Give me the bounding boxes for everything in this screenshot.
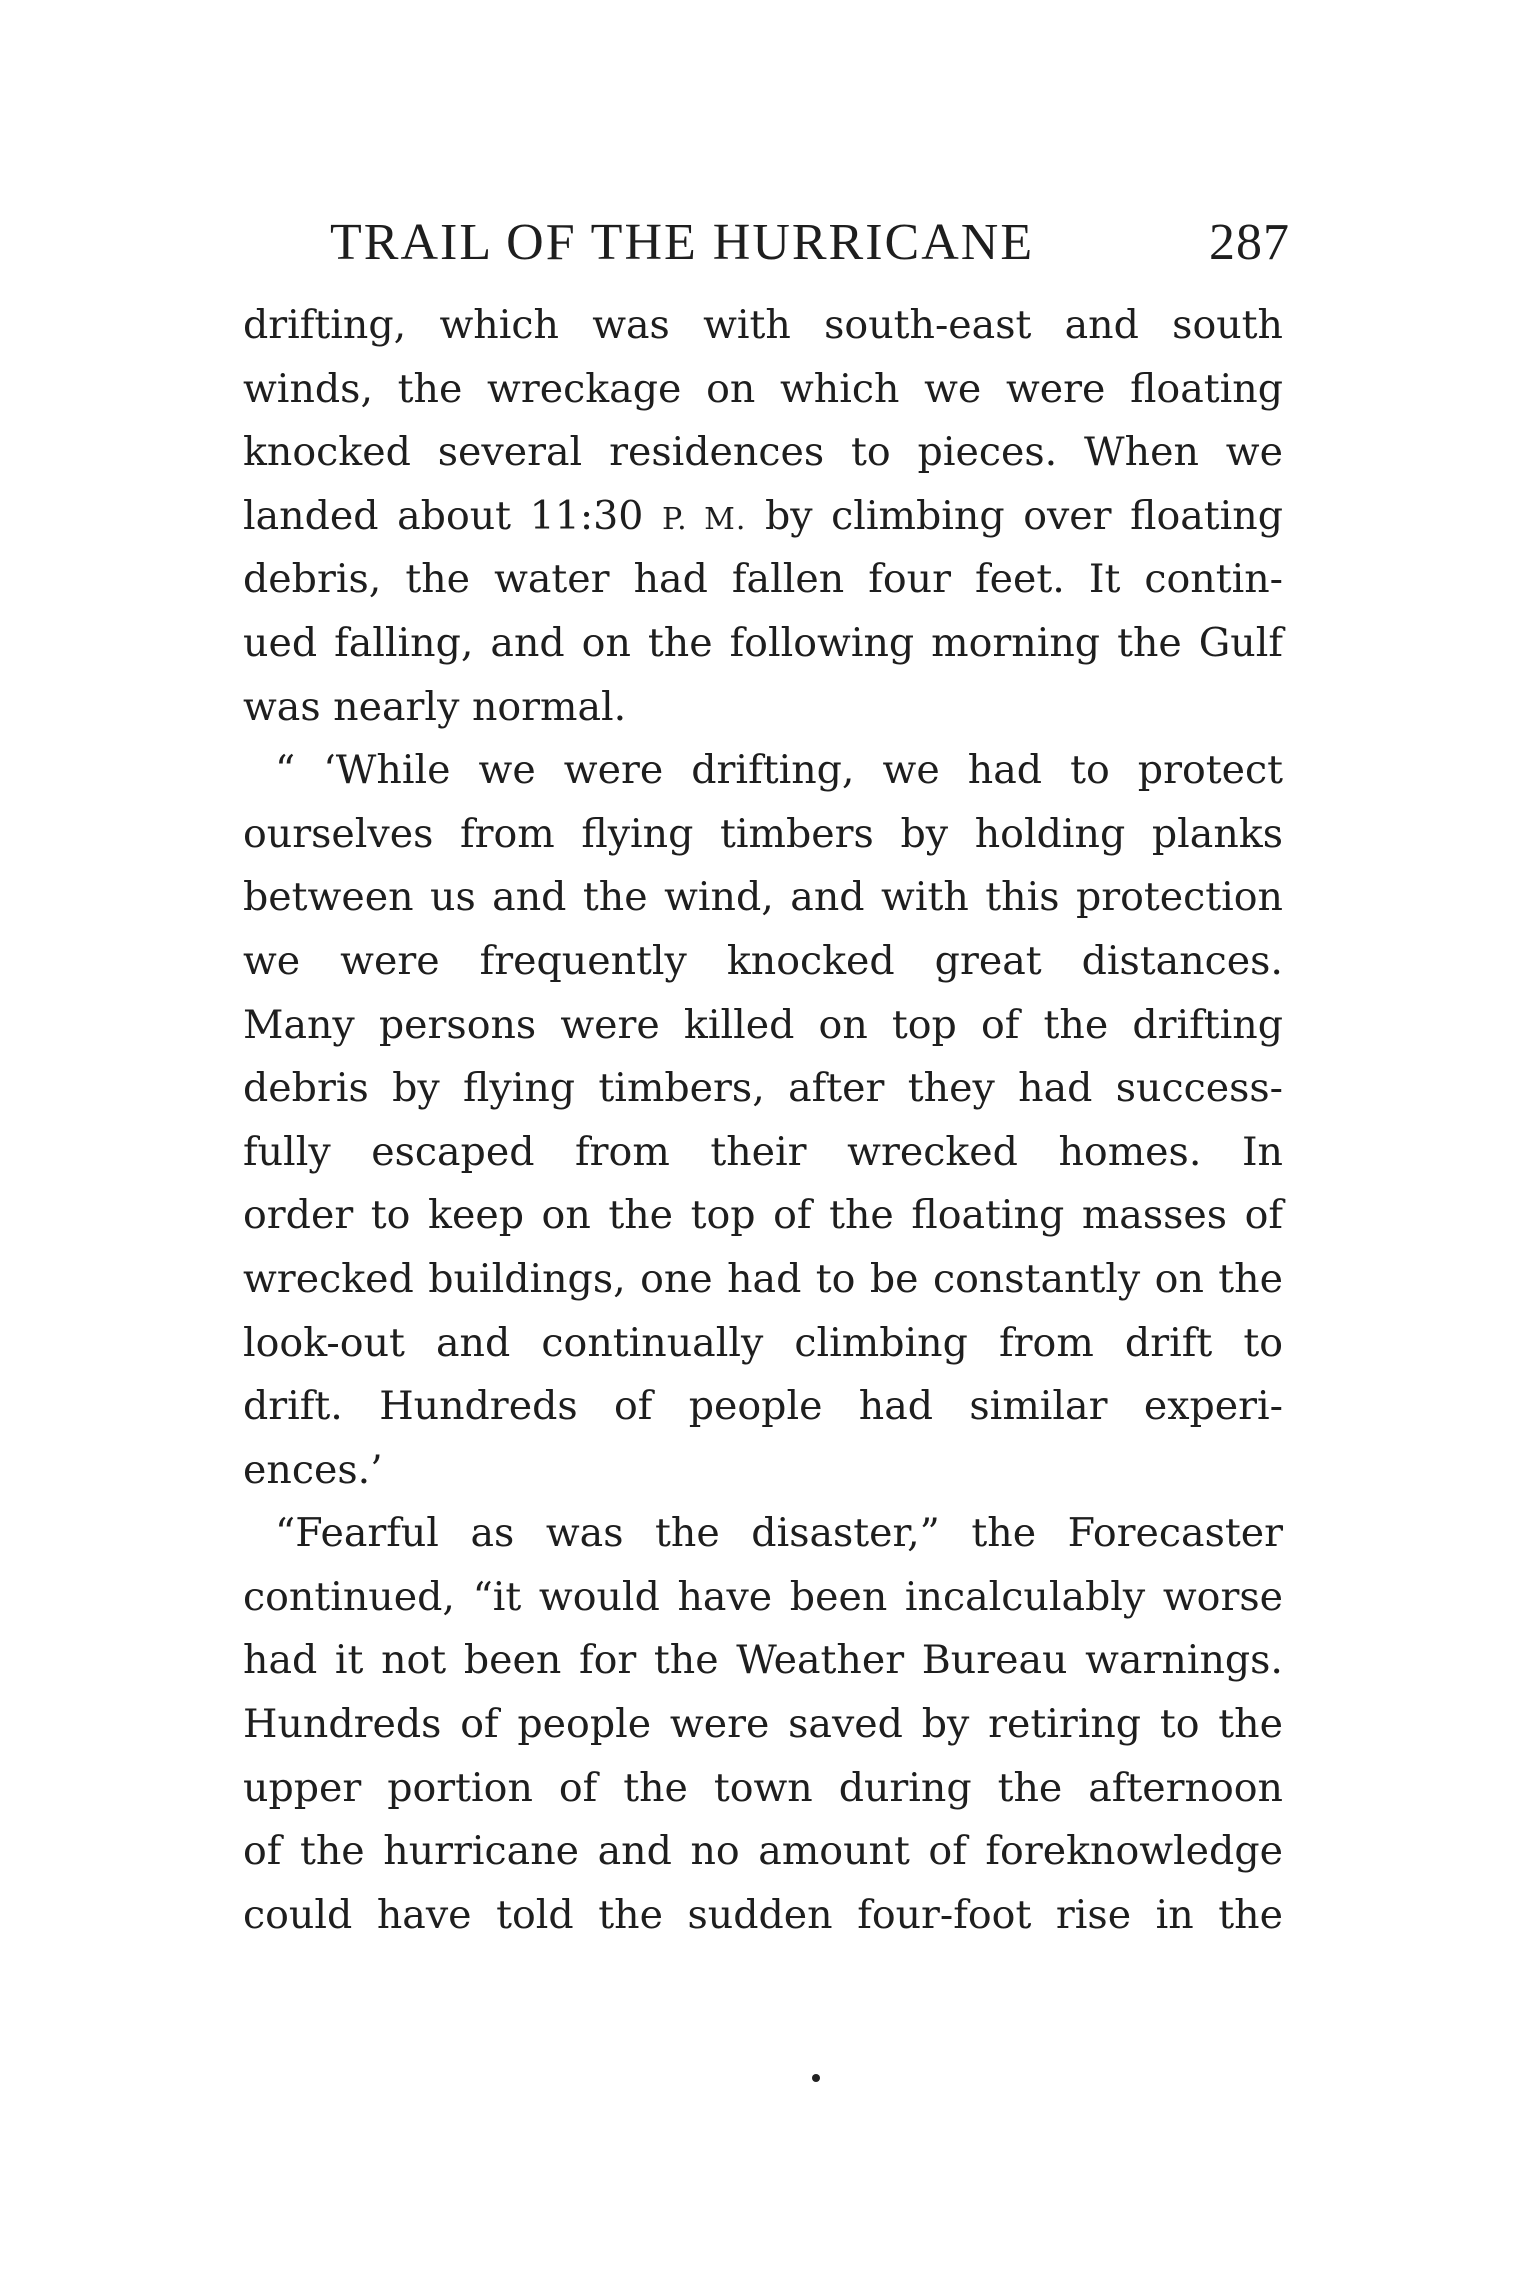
body-text	[243, 294, 1283, 1947]
text-line: of the hurricane and no amount of foreknowledge	[243, 1828, 1283, 1875]
text-line: ued falling, and on the following morning the Gulf	[243, 619, 1283, 666]
text-line: debris, the water had fallen four feet. It contin-	[243, 556, 1283, 603]
text-line: look-out and continually climbing from drift to	[243, 1319, 1283, 1366]
text-line: winds, the wreckage on which we were floating	[243, 365, 1283, 412]
text-line: drifting, which was with south-east and south	[243, 302, 1283, 348]
text-line: landed about 11:30 P. M. by climbing over floating	[243, 492, 1284, 539]
text-line: we were frequently knocked great distances.	[243, 937, 1283, 984]
text-line: ourselves from flying timbers by holding planks	[243, 810, 1283, 857]
text-line: fully escaped from their wrecked homes. In	[243, 1128, 1283, 1175]
text-line: had it not been for the Weather Bureau warnings.	[243, 1637, 1283, 1684]
text-line: wrecked buildings, one had to be constantly on the	[243, 1255, 1283, 1302]
text-line: Hundreds of people were saved by retiring to the	[243, 1701, 1283, 1748]
text-line: order to keep on the top of the floating masses of	[243, 1192, 1283, 1239]
page-number: 287	[1209, 214, 1290, 271]
text-line: drift. Hundreds of people had similar experi-	[243, 1383, 1283, 1430]
text-line: was nearly normal.	[243, 683, 627, 730]
chapter-title: TRAIL OF THE HURRICANE	[330, 214, 1035, 271]
text-line: debris by flying timbers, after they had success-	[243, 1065, 1283, 1112]
text-line: “ ‘While we were drifting, we had to protect	[275, 747, 1283, 794]
signature-mark	[812, 2074, 820, 2082]
text-line: ences.’	[243, 1446, 383, 1493]
text-line: could have told the sudden four-foot rise in the	[243, 1891, 1283, 1938]
text-line: knocked several residences to pieces. When we	[243, 429, 1283, 476]
text-line: “Fearful as was the disaster,” the Forecaster	[275, 1510, 1283, 1557]
text-line: Many persons were killed on top of the drifting	[243, 1001, 1283, 1048]
text-line: upper portion of the town during the afternoon	[243, 1764, 1283, 1811]
running-head	[330, 208, 1290, 278]
small-caps-time: P. M.	[662, 501, 747, 537]
text-line: continued, “it would have been incalculably worse	[243, 1573, 1283, 1620]
text-line: between us and the wind, and with this protection	[243, 874, 1283, 921]
